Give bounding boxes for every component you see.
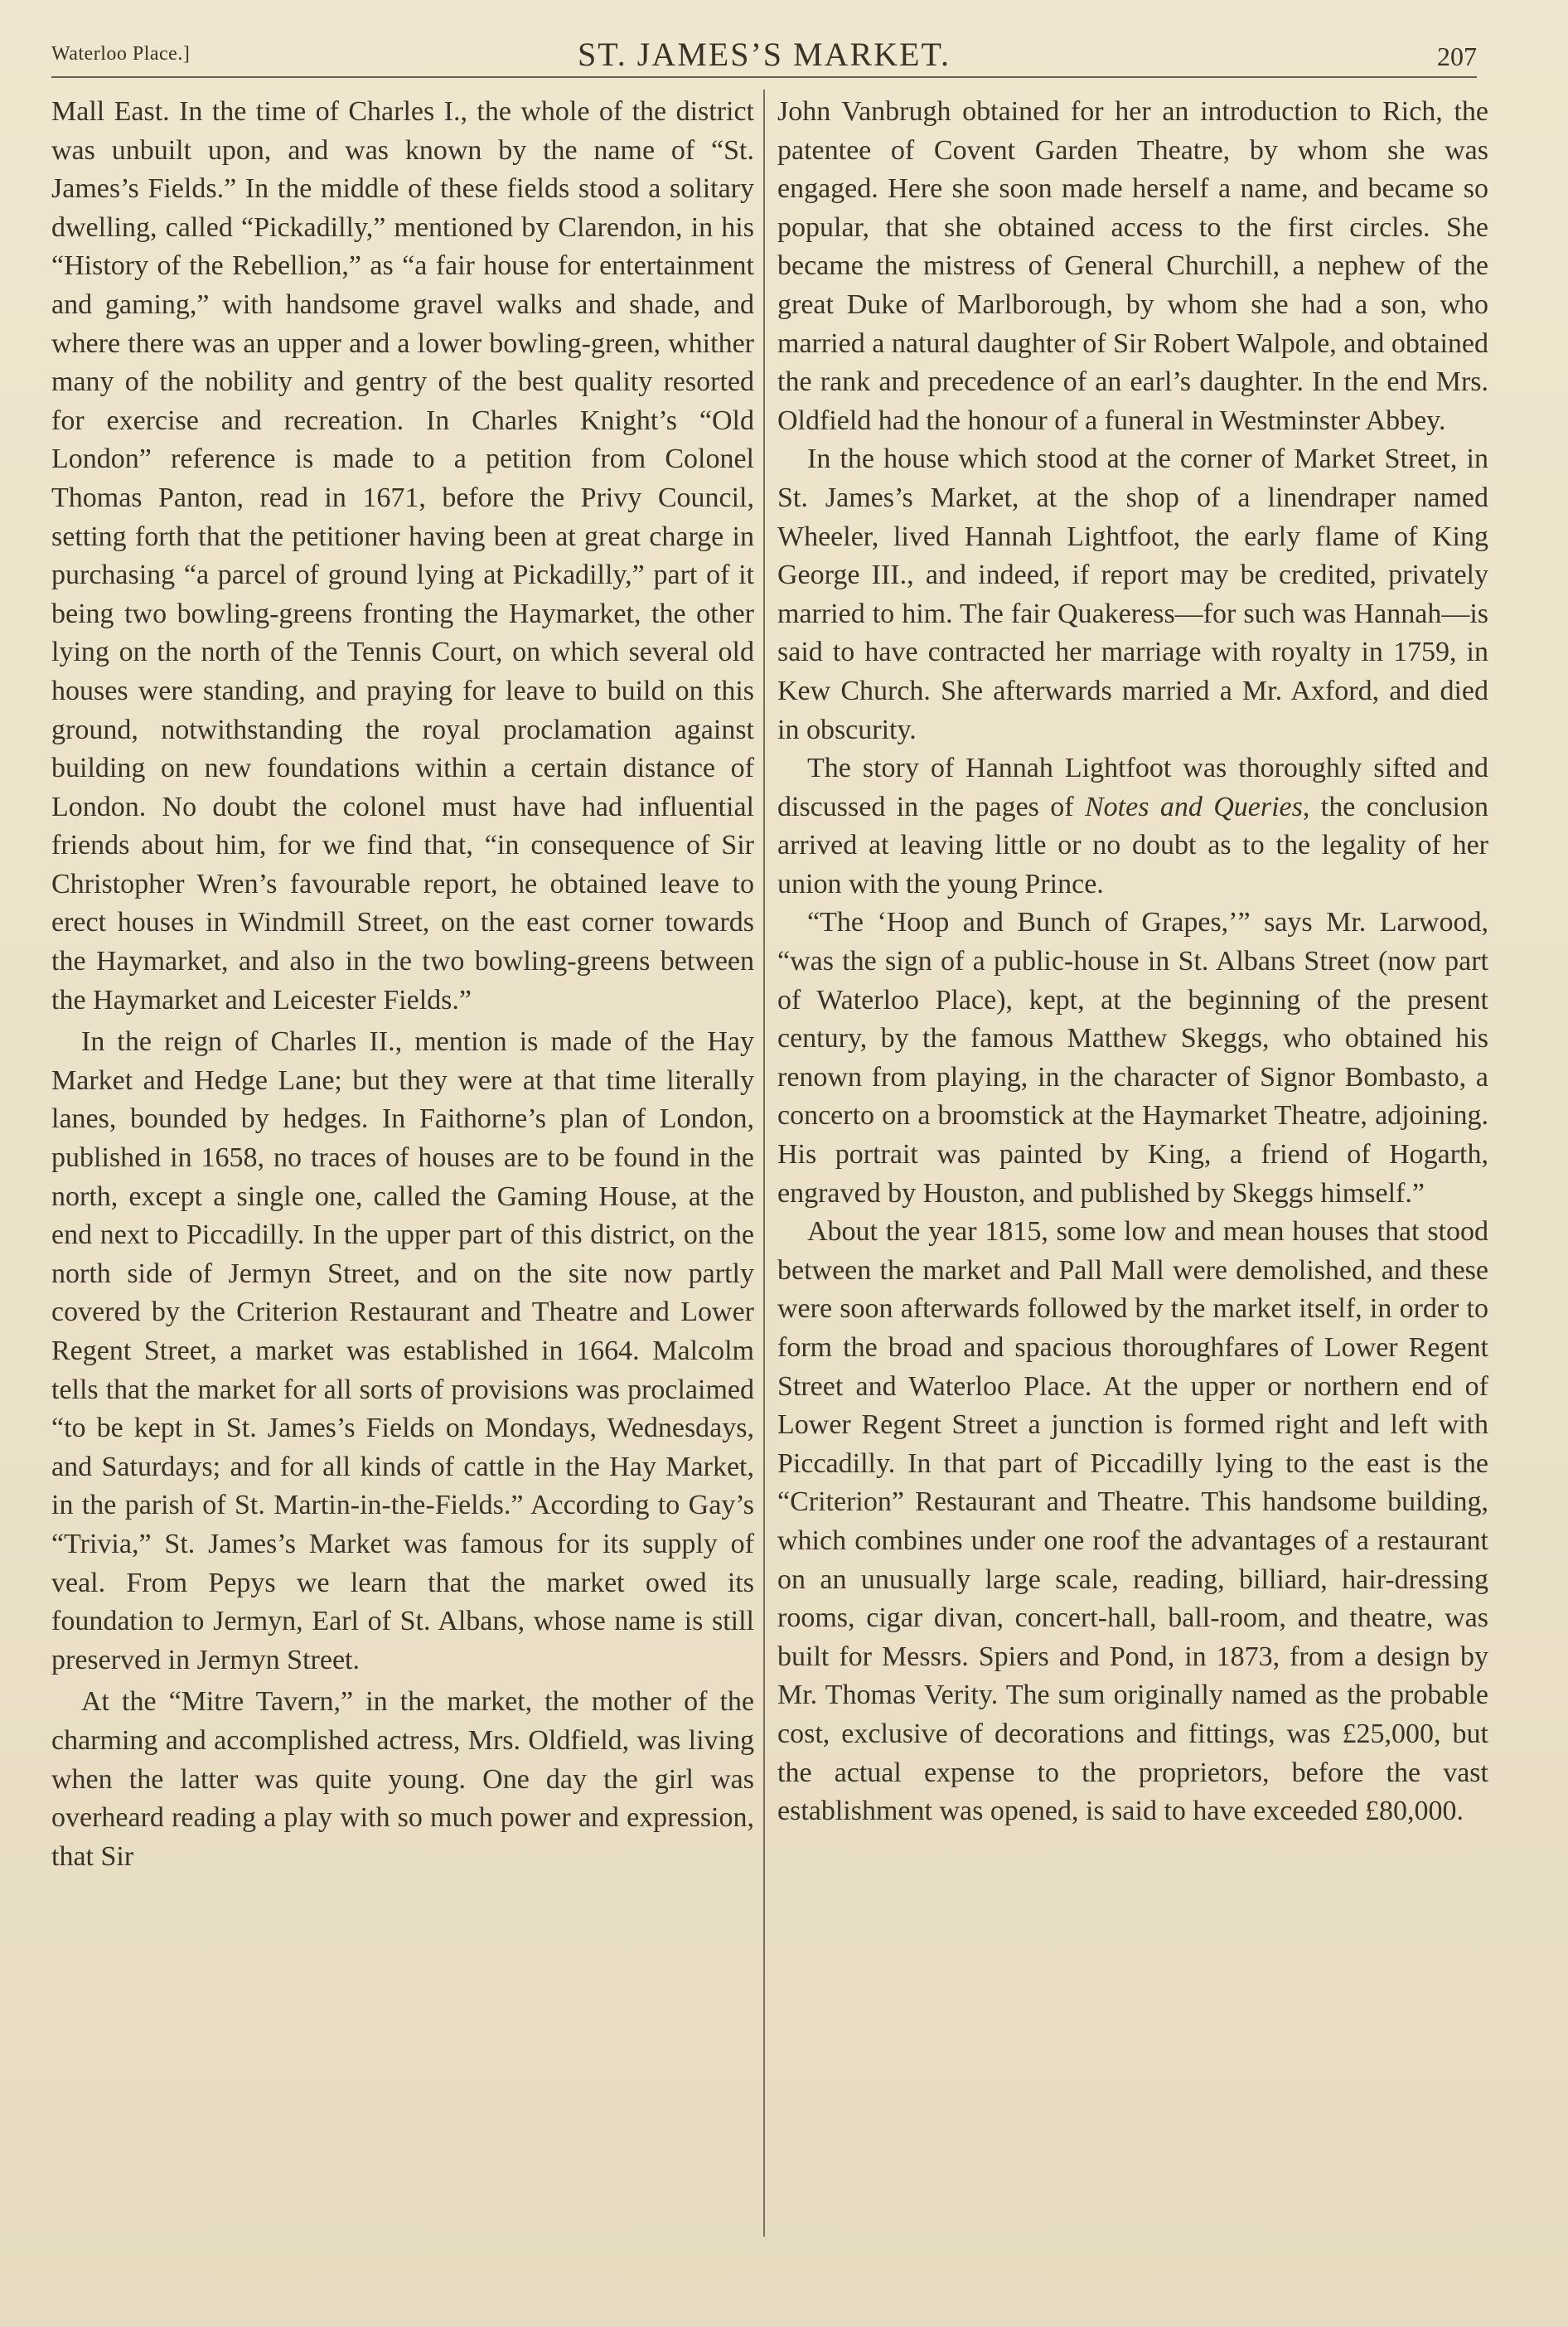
right-paragraph-1: John Vanbrugh obtained for her an introduction to Rich, the patentee of Covent Garden Theatre, by whom she was engaged. Here she soon made herself a name, and became so popular, that she obtained access to the first circles. She became the mistress of General Churchill, a nephew of the great Duke of Marlborough, by whom she had a son, who married a natural daughter of Sir Robert Walpole, and obtained the rank and precedence of an earl’s daughter. In the end Mrs. Oldfield had the honour of a funeral in Westminster Abbey. [777, 96, 1488, 436]
right-paragraph-3-end: , the conclusion arrived at leaving little or no doubt as to the legality of her union with the young Prince. [777, 791, 1488, 899]
left-paragraph-2: In the reign of Charles II., mention is made of the Hay Market and Hedge Lane; but they were at that time literally lanes, bounded by hedges. In Faithorne’s plan of London, published in 1658, no traces of houses are to be found in the north, except a single one, called the Gaming House, at the end next to Piccadilly. In the upper part of this district, on the north side of Jermyn Street, and on the site now partly covered by the Criterion Restaurant and Theatre and Lower Regent Street, a market was established in 1664. Malcolm tells that the market for all sorts of provisions was proclaimed “to be kept in St. James’s Fields on Mondays, Wednesdays, and Saturdays; and for all kinds of cattle in the Hay Market, in the parish of St. Martin-in-the-Fields.” According to Gay’s “Trivia,” St. James’s Market was famous for its supply of veal. From Pepys we learn that the market owed its foundation to Jermyn, Earl of St. Albans, whose name is still preserved in Jermyn Street. [51, 1026, 754, 1675]
right-paragraph-2: In the house which stood at the corner of Market Street, in St. James’s Market, at the shop of a linendraper named Wheeler, lived Hannah Lightfoot, the early flame of King George III., and indeed, if report may be credited, privately married to him. The fair Quakeress—for such was Hannah—is said to have contracted her marriage with royalty in 1759, in Kew Church. She afterwards married a Mr. Axford, and died in obscurity. [777, 444, 1488, 745]
right-paragraph-5: About the year 1815, some low and mean houses that stood between the market and Pall Mall were demolished, and these were soon afterwards followed by the market itself, in order to form the broad and spacious thoroughfares of Lower Regent Street and Waterloo Place. At the upper or northern end of Lower Regent Street a junction is formed right and left with Piccadilly. In that part of Piccadilly lying to the east is the “Criterion” Restaurant and Theatre. This handsome building, which combines under one roof the advantages of a restaurant on an unusually large scale, reading, billiard, hair-dressing rooms, cigar divan, concert-hall, ball-room, and theatre, was built for Messrs. Spiers and Pond, in 1873, from a design by Mr. Thomas Verity. The sum originally named as the probable cost, exclusive of decorations and fittings, was £25,000, but the actual expense to the proprietors, before the vast establishment was opened, is said to have exceeded £80,000. [777, 1216, 1488, 1827]
column-divider [763, 90, 765, 2237]
running-head-left: Waterloo Place.] [51, 43, 191, 65]
left-column [51, 93, 754, 1876]
right-column [777, 93, 1488, 1831]
right-paragraph-3 [777, 749, 1488, 904]
page-number: 207 [1437, 41, 1477, 71]
left-paragraph-3: At the “Mitre Tavern,” in the market, the mother of the charming and accomplished actress, Mrs. Oldfield, was living when the latter was quite young. One day the girl was overheard reading a play with so much power and expression, that Sir [51, 1686, 754, 1872]
page-title: ST. JAMES’S MARKET. [578, 36, 951, 73]
left-paragraph-1: Mall East. In the time of Charles I., the whole of the district was unbuilt upon, and was known by the name of “St. James’s Fields.” In the middle of these fields stood a solitary dwelling, called “Pickadilly,” mentioned by Clarendon, in his “History of the Rebellion,” as “a fair house for entertainment and gaming,” with handsome gravel walks and shade, and where there was an upper and a lower bowling-green, whither many of the nobility and gentry of the best quality resorted for exercise and recreation. In Charles Knight’s “Old London” reference is made to a petition from Colonel Thomas Panton, read in 1671, before the Privy Council, setting forth that the petitioner having been at great charge in purchasing “a parcel of ground lying at Pickadilly,” part of it being two bowling-greens fronting the Haymarket, the other lying on the north of the Tennis Court, on which several old houses were standing, and praying for leave to build on this ground, notwithstanding the royal proclamation against building on new foundations within a certain distance of London. No doubt the colonel must have had influential friends about him, for we find that, “in consequence of Sir Christopher Wren’s favourable report, he obtained leave to erect houses in Windmill Street, on the east corner towards the Haymarket, and also in the two bowling-greens between the Haymarket and Leicester Fields.” [51, 96, 754, 1016]
right-paragraph-3-start: The story of Hannah Lightfoot was thoroughly sifted and discussed in the pages of [777, 753, 1488, 822]
right-paragraph-4: “The ‘Hoop and Bunch of Grapes,’” says Mr. Larwood, “was the sign of a public-house in St. Albans Street (now part of Waterloo Place), kept, at the beginning of the present century, by the famous Matthew Skeggs, who obtained his renown from playing, in the character of Signor Bombasto, a concerto on a broomstick at the Haymarket Theatre, adjoining. His portrait was painted by King, a friend of Hogarth, engraved by Houston, and published by Skeggs himself.” [777, 907, 1488, 1209]
running-header [51, 32, 1477, 78]
notes-and-queries-title: Notes and Queries [1085, 791, 1303, 822]
header-rule [51, 76, 1477, 78]
